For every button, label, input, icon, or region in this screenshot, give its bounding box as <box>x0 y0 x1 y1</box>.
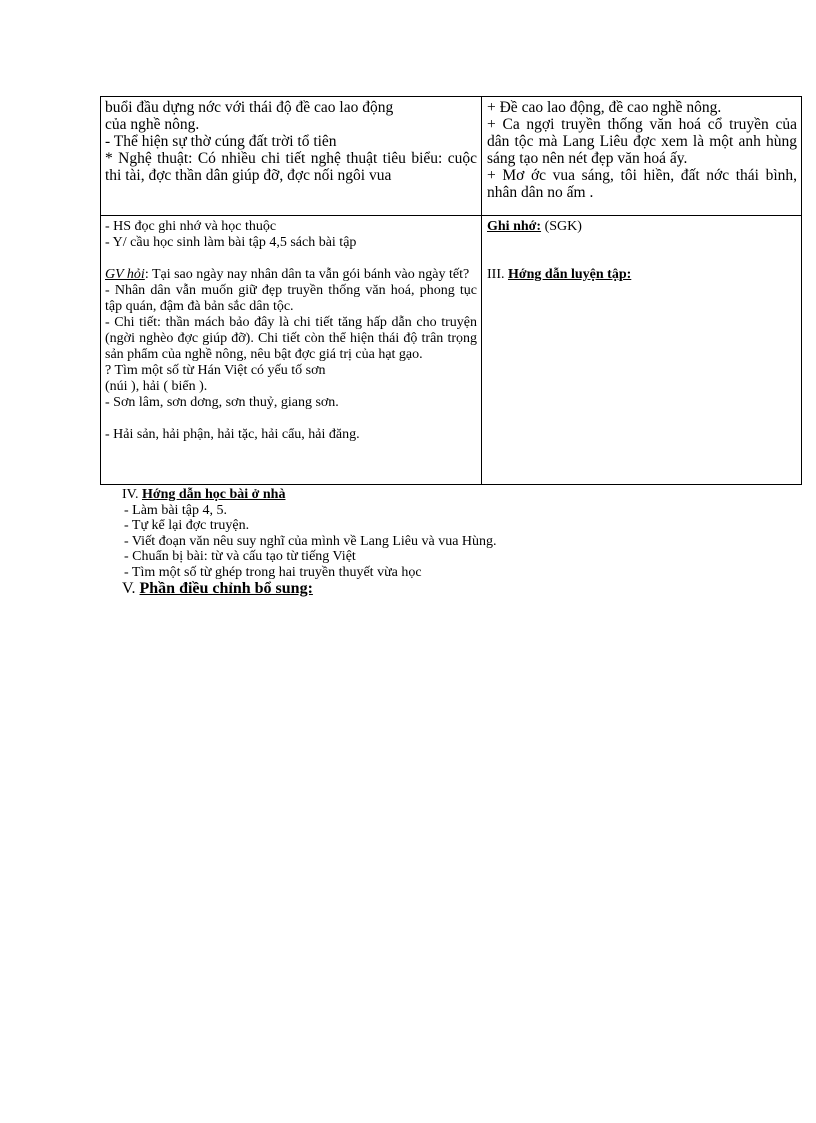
teacher-question <box>105 267 477 283</box>
gv-question-text: : Tại sao ngày nay nhân dân ta vẫn gói bánh vào ngày tết? <box>144 267 470 282</box>
art-paragraph <box>105 150 477 184</box>
section-5-heading <box>108 580 728 598</box>
ghi-nho-value: (SGK) <box>541 219 582 234</box>
summary-point: + Mơ ớc vua sáng, tôi hiền, đất nớc thái bình, nhân dân no ấm . <box>487 167 797 201</box>
summary-point: + Đề cao lao động, đề cao nghề nông. <box>487 99 722 116</box>
homework-item: - Viết đoạn văn nêu suy nghĩ của mình về Lang Liêu và vua Hùng. <box>124 533 497 549</box>
art-text: Có nhiều chi tiết nghệ thuật tiêu biểu: cuộc thi tài, đợc thần dân giúp đỡ, đợc nối ngôi vua <box>105 150 477 184</box>
activity-line: - HS đọc ghi nhớ và học thuộc <box>105 219 277 234</box>
ghi-nho-label: Ghi nhớ: <box>487 219 542 234</box>
row-divider <box>101 215 801 216</box>
section-4-heading <box>108 487 728 503</box>
homework-item: - Tìm một số từ ghép trong hai truyền thuyết vừa học <box>124 564 422 580</box>
answer-line: - Sơn lâm, sơn dơng, sơn thuỷ, giang sơn. <box>105 395 339 410</box>
text-line: của nghề nông. <box>105 116 200 133</box>
activity-line: - Y/ cầu học sinh làm bài tập 4,5 sách bài tập <box>105 235 357 250</box>
answer-paragraph: - Chi tiết: thần mách bảo đây là chi tiết tăng hấp dẫn cho truyện (ngời nghèo đợc giúp đỡ). Chi tiết còn thể hiện thái độ trân trọng sản phẩm của nghề nông, nêu bật đợc giá trị của hạt gạo. <box>105 315 477 362</box>
text-line: buổi đầu dựng nớc với thái độ đề cao lao động <box>105 99 394 116</box>
answer-line: - Hải sản, hải phận, hải tặc, hải cẩu, hải đăng. <box>105 427 360 442</box>
summary-point: + Ca ngợi truyền thống văn hoá cổ truyền của dân tộc mà Lang Liêu đợc xem là một anh hùng sáng tạo nên nét đẹp văn hoá ấy. <box>487 116 797 167</box>
answer-paragraph: - Nhân dân vẫn muốn giữ đẹp truyền thống văn hoá, phong tục tập quán, đậm đà bản sắc dân tộc. <box>105 283 477 314</box>
text-line: - Thể hiện sự thờ cúng đất trời tổ tiên <box>105 133 337 150</box>
art-label: * Nghệ thuật: <box>105 150 193 167</box>
gv-label: GV hỏi <box>105 267 145 282</box>
cell-top-left <box>105 99 477 184</box>
cell-top-right <box>487 99 797 201</box>
section-3-title: Hớng dẫn luyện tập: <box>508 267 632 282</box>
question-line: ? Tìm một số từ Hán Việt có yếu tố sơn <box>105 363 326 378</box>
homework-section <box>108 487 728 598</box>
homework-item: - Tự kể lại đợc truyện. <box>124 518 250 533</box>
section-5-number: V. <box>122 580 140 597</box>
section-5-title: Phần điều chỉnh bổ sung: <box>139 580 313 597</box>
question-line: (núi ), hải ( biển ). <box>105 379 208 394</box>
cell-bottom-left <box>105 219 477 443</box>
column-divider <box>481 97 482 484</box>
section-3-heading <box>487 267 797 283</box>
section-4-title: Hớng dẫn học bài ở nhà <box>141 487 286 502</box>
homework-item: - Chuẩn bị bài: từ và cấu tạo từ tiếng Việt <box>124 549 356 564</box>
section-4-number: IV. <box>122 487 142 502</box>
lesson-table <box>100 96 802 485</box>
homework-item: - Làm bài tập 4, 5. <box>124 502 228 518</box>
cell-bottom-right <box>487 219 797 283</box>
section-3-number: III. <box>487 267 508 282</box>
ghi-nho-line <box>487 219 797 235</box>
